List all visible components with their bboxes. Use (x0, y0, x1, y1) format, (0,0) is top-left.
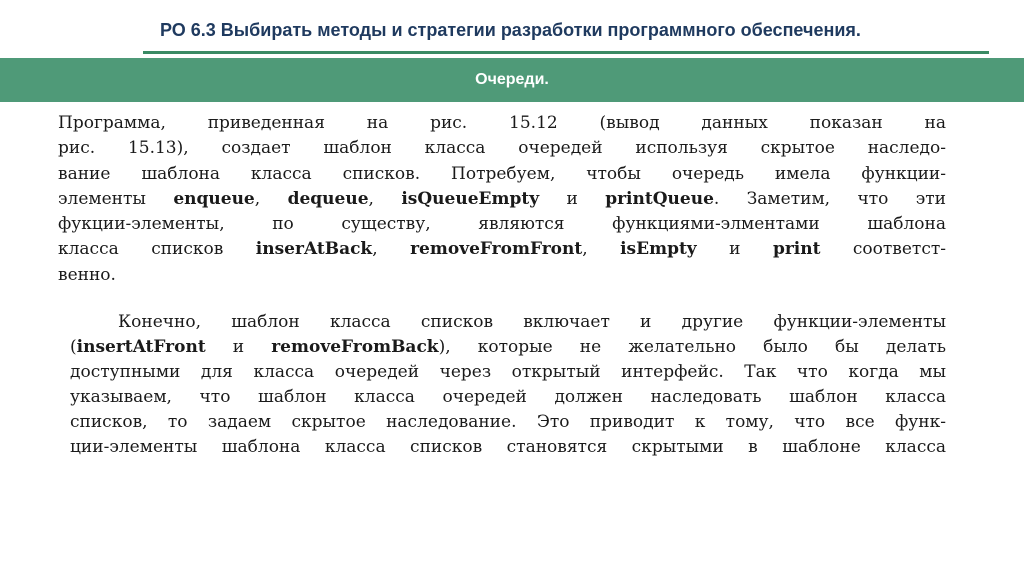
title-divider (143, 51, 989, 54)
text-line: класса списков inserAtBack, removeFromFront, isEmpty и print соответст- (58, 239, 946, 260)
text-line: рис. 15.13), создает шаблон класса очередей используя скрытое наследо- (58, 138, 946, 159)
code-term: print (772, 239, 821, 260)
text-line: вание шаблона класса списков. Потребуем, чтобы очередь имела функции- (58, 163, 946, 184)
slide-title: РО 6.3 Выбирать методы и стратегии разработки программного обеспечения. (160, 20, 861, 40)
code-term: inserAtBack (255, 239, 373, 260)
text-line: Программа, приведенная на рис. 15.12 (вывод данных показан на (58, 113, 946, 133)
text-line: доступными для класса очередей через открытый интерфейс. Так что когда мы (70, 362, 946, 382)
text-line: (insertAtFront и removeFromBack), которые не желательно было бы делать (70, 337, 946, 357)
section-title: Очереди. (475, 71, 549, 88)
code-term: dequeue (287, 188, 369, 209)
code-term: printQueue (605, 188, 714, 209)
code-term: isQueueEmpty (401, 188, 540, 209)
code-term: removeFromFront (410, 239, 583, 260)
text-line: фукции-элементы, по существу, являются функциями-элментами шаблона (58, 214, 946, 235)
text-line: элементы enqueue, dequeue, isQueueEmpty и printQueue. Заметим, что эти (58, 188, 946, 209)
code-term: enqueue (173, 188, 255, 209)
code-term: isEmpty (620, 239, 697, 260)
scanned-paragraph-1 (58, 111, 946, 288)
code-term: insertAtFront (76, 337, 206, 357)
text-line: венно. (58, 264, 116, 285)
text-line: указываем, что шаблон класса очередей должен наследовать шаблон класса (70, 387, 946, 407)
scanned-paragraph-2 (70, 310, 946, 460)
section-header-bar (0, 58, 1024, 102)
text-line: Конечно, шаблон класса списков включает и другие функции-элементы (118, 312, 946, 332)
text-line: ции-элементы шаблона класса списков становятся скрытыми в шаблоне класса (70, 437, 946, 457)
text-line: списков, то задаем скрытое наследование. Это приводит к тому, что все функ- (70, 412, 946, 432)
code-term: removeFromBack (271, 337, 439, 357)
